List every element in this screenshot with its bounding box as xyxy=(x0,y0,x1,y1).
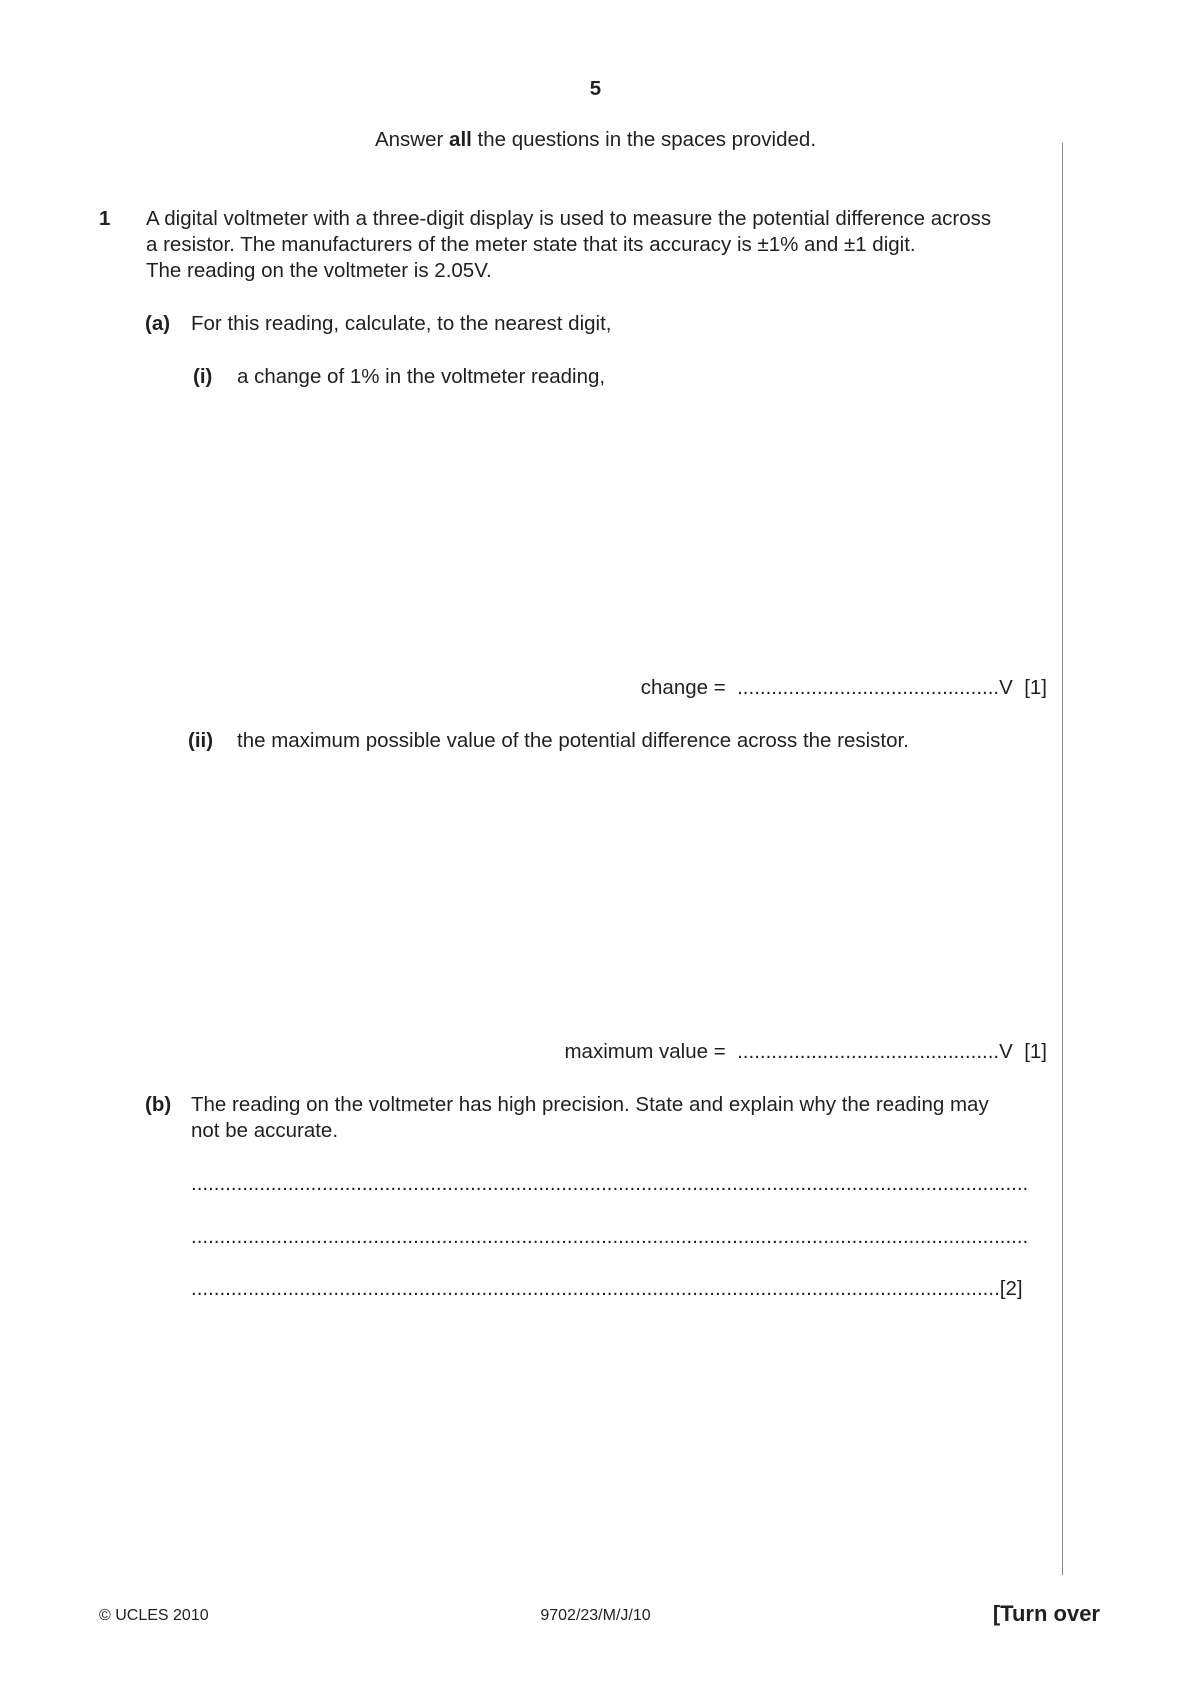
footer-copyright: © UCLES 2010 xyxy=(99,1607,209,1624)
part-a-i-answer-prompt: change = xyxy=(640,676,726,699)
part-a-ii-answer-prompt: maximum value = xyxy=(564,1040,726,1063)
part-a-i-marks: [1] xyxy=(1024,676,1047,699)
part-a-i-answer-row xyxy=(641,675,1047,701)
part-a-i-label: (i) xyxy=(193,365,213,388)
question-number: 1 xyxy=(99,207,111,230)
part-b-marks: [2] xyxy=(999,1277,1023,1300)
part-b-answer-line-1[interactable]: ................................................................................................................................................... xyxy=(191,1172,1029,1195)
page-number: 5 xyxy=(589,77,602,100)
part-a-ii-answer-row xyxy=(564,1039,1047,1065)
part-b-text-line-1: The reading on the voltmeter has high precision. State and explain why the reading may xyxy=(191,1093,989,1116)
part-a-ii-answer-line[interactable]: .............................................. xyxy=(737,1040,1000,1063)
margin-rule xyxy=(1062,143,1063,1575)
question-stem-line-2: a resistor. The manufacturers of the meter state that its accuracy is ±1% and ±1 digit. xyxy=(146,233,916,256)
footer-turn-over: [Turn over xyxy=(992,1601,1100,1626)
part-a-label: (a) xyxy=(145,312,171,335)
question-stem-line-3: The reading on the voltmeter is 2.05V. xyxy=(146,259,492,282)
instruction-text-before: Answer xyxy=(374,128,450,151)
part-a-i-text: a change of 1% in the voltmeter reading, xyxy=(237,365,606,388)
part-a-i-answer-line[interactable]: .............................................. xyxy=(737,676,1000,699)
instruction xyxy=(0,127,1191,153)
part-a-ii-label: (ii) xyxy=(188,729,214,752)
part-a-i-unit: V xyxy=(999,676,1013,699)
part-a-ii-unit: V xyxy=(999,1040,1013,1063)
part-a-ii-marks: [1] xyxy=(1024,1040,1047,1063)
part-b-answer-row-3 xyxy=(191,1276,1023,1302)
footer-code: 9702/23/M/J/10 xyxy=(540,1607,651,1624)
part-a-text: For this reading, calculate, to the nearest digit, xyxy=(191,312,612,335)
part-a-ii-text: the maximum possible value of the potential difference across the resistor. xyxy=(237,729,909,752)
question-stem-line-1: A digital voltmeter with a three-digit display is used to measure the potential difference across xyxy=(146,207,992,230)
part-b-label: (b) xyxy=(145,1093,172,1116)
part-b-answer-line-2[interactable]: ................................................................................................................................................... xyxy=(191,1225,1029,1248)
instruction-bold: all xyxy=(449,128,472,151)
part-b-answer-line-3[interactable]: .............................................................................................................................................. xyxy=(191,1277,1000,1300)
instruction-text-after: the questions in the spaces provided. xyxy=(471,128,817,151)
part-b-text-line-2: not be accurate. xyxy=(191,1119,339,1142)
